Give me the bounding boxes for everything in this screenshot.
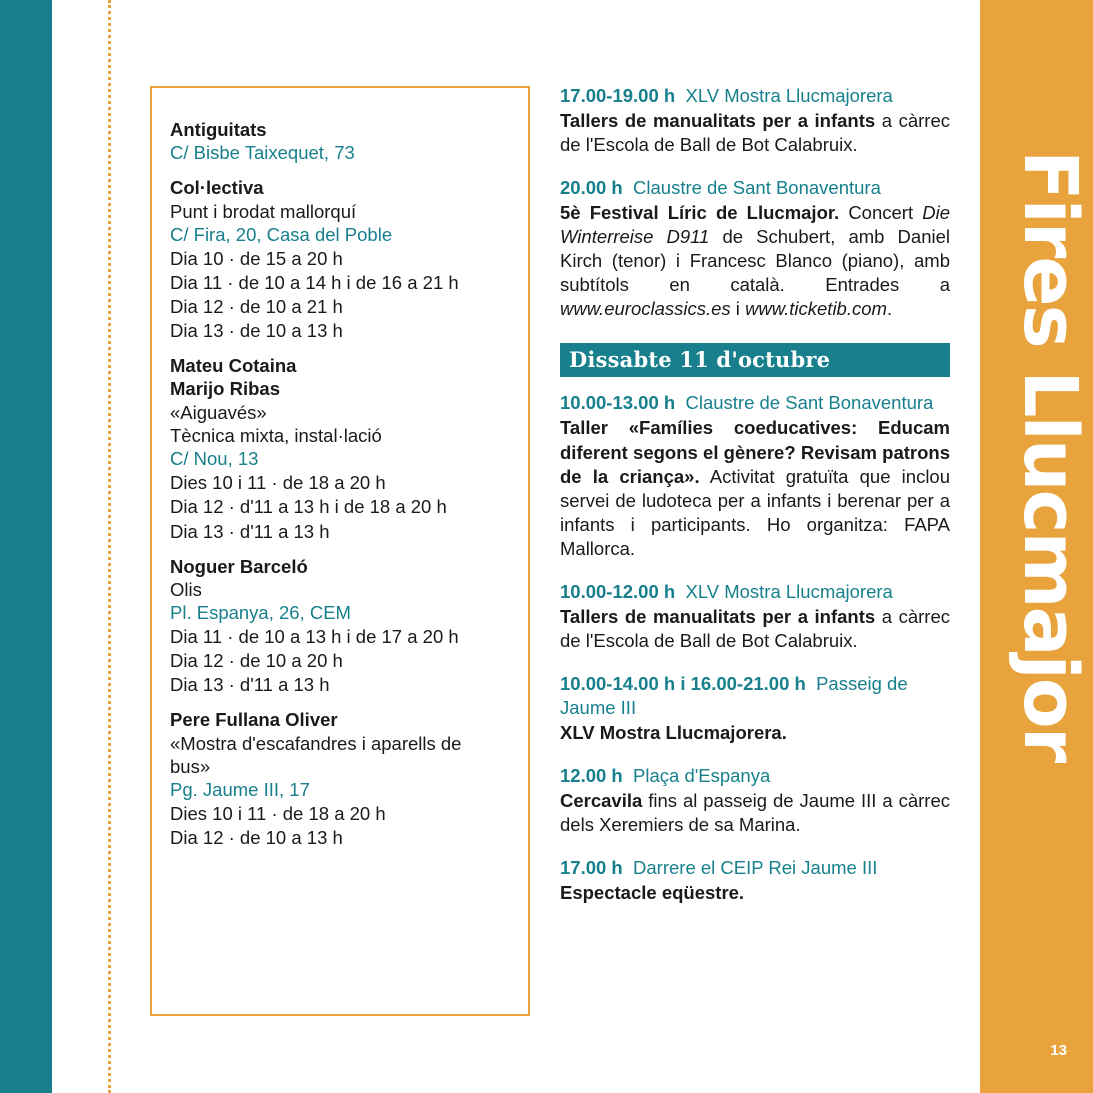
event-description-rest3: i [730,298,746,320]
event-description-rest: Activitat gratuïta que inclou servei de ludoteca per a infants i berenar per a infants i participants. Ho organitza: FAPA Mallorca. [560,465,951,559]
event-description-bold: Tallers de manualitats per a infants [560,110,876,132]
exhibition-subtitle: «Aiguavés» [170,401,267,423]
list-item [170,354,506,543]
list-item [560,580,950,653]
event-place: Darrere el CEIP Rei Jaume III [633,857,878,879]
exhibition-schedule-line: Dia 13 · d'11 a 13 h [170,674,330,696]
side-title: Fires Llucmajor [1007,150,1093,762]
event-description-rest: a càrrec de l'Escola de Ball de Bot Calabruix. [560,605,950,651]
event-description [560,789,950,837]
list-item [560,176,950,321]
exhibition-subtitle: «Mostra d'escafandres i aparells de bus» [170,732,462,777]
exhibition-subtitle: Olis [170,578,202,600]
exhibition-address: C/ Nou, 13 [170,448,259,470]
list-item [170,555,506,698]
list-item [560,856,950,905]
event-heading [560,764,950,788]
exhibition-schedule-line: Dia 13 · d'11 a 13 h [170,520,330,542]
page-number: 13 [1050,1042,1067,1059]
exhibition-schedule-line: Dia 12 · de 10 a 13 h [170,827,343,849]
exhibition-schedule-line: Dies 10 i 11 · de 18 a 20 h [170,803,386,825]
left-teal-edge [0,0,52,1093]
event-time: 17.00 h [560,857,623,879]
exhibition-schedule-line: Dia 10 · de 15 a 20 h [170,247,343,269]
event-heading [560,176,950,200]
exhibitions-box [150,86,530,1016]
event-description-italic: Die Winterreise D911 [560,202,950,248]
event-time: 12.00 h [560,765,623,787]
exhibition-schedule-line: Dia 11 · de 10 a 13 h i de 17 a 20 h [170,626,459,648]
event-time: 10.00-12.00 h [560,580,676,602]
event-description-rest: Concert [839,202,923,224]
program-column [560,84,950,924]
exhibition-address: C/ Bisbe Taixequet, 73 [170,142,355,164]
event-description [560,605,950,653]
list-item [170,708,506,850]
list-item [560,391,950,560]
event-time: 10.00-13.00 h [560,392,676,414]
event-description-bold: Taller «Famílies coeducatives: Educam diferent segons el gènere? Revisam patrons de la criança». [560,417,950,487]
event-time: 10.00-14.00 h i 16.00-21.00 h [560,672,806,694]
exhibition-schedule-line: Dia 11 · de 10 a 14 h i de 16 a 21 h [170,272,459,294]
event-description-rest4: . [886,298,893,320]
exhibition-name: Col·lectiva [170,177,264,199]
event-description-rest: a càrrec de l'Escola de Ball de Bot Calabruix. [560,110,950,156]
list-item [560,764,950,837]
list-item [170,118,506,165]
exhibition-name: Mateu Cotaina [170,355,297,377]
exhibition-name: Antiguitats [170,119,267,140]
event-time: 20.00 h [560,177,623,199]
event-description [560,201,950,321]
event-link-italic: www.euroclassics.es [560,298,731,320]
event-description-bold: XLV Mostra Llucmajorera. [560,721,787,743]
event-description-rest: fins al passeig de Jaume III a càrrec dels Xeremiers de sa Marina. [560,790,950,836]
exhibition-name: Noguer Barceló [170,555,308,577]
event-place: Claustre de Sant Bonaventura [633,177,881,199]
event-place: Plaça d'Espanya [633,765,771,787]
exhibition-address: Pg. Jaume III, 17 [170,779,310,801]
exhibition-schedule-line: Dia 12 · de 10 a 21 h [170,296,343,318]
exhibition-name-secondary: Marijo Ribas [170,378,280,400]
exhibition-name: Pere Fullana Oliver [170,709,338,731]
exhibition-subtitle: Punt i brodat mallorquí [170,200,357,222]
event-description-bold: 5è Festival Líric de Llucmajor. [560,202,840,224]
event-heading [560,580,950,604]
event-description-bold: Cercavila [560,790,643,812]
event-link-italic-2: www.ticketib.com [745,298,887,320]
event-heading [560,84,950,108]
event-description [560,416,950,560]
exhibition-schedule-line: Dia 13 · de 10 a 13 h [170,320,343,342]
event-description [560,721,950,745]
exhibitions-list [152,88,528,850]
list-item [170,176,506,343]
event-description-bold: Tallers de manualitats per a infants [560,605,876,627]
list-item [560,672,950,745]
event-place: Claustre de Sant Bonaventura [685,392,934,414]
event-place: Passeig de Jaume III [560,672,908,718]
event-description-bold: Espectacle eqüestre. [560,882,745,904]
dotted-divider [108,0,111,1093]
event-description [560,881,950,905]
exhibition-schedule-line: Dia 12 · d'11 a 13 h i de 18 a 20 h [170,496,447,518]
event-description-rest2: de Schubert, amb Daniel Kirch (tenor) i Francesc Blanco (piano), amb subtítols en català. Entrades a [560,226,950,296]
event-heading [560,672,950,720]
list-item [560,84,950,157]
event-heading [560,391,950,415]
event-place: XLV Mostra Llucmajorera [685,580,893,602]
exhibition-subtitle-secondary: Tècnica mixta, instal·lació [170,425,382,447]
event-time: 17.00-19.00 h [560,85,676,106]
day-heading: Dissabte 11 d'octubre [560,343,950,377]
event-description [560,109,950,157]
exhibition-schedule-line: Dia 12 · de 10 a 20 h [170,650,343,672]
event-heading [560,856,950,880]
exhibition-address: C/ Fira, 20, Casa del Poble [170,223,393,245]
exhibition-address: Pl. Espanya, 26, CEM [170,602,351,624]
exhibition-schedule-line: Dies 10 i 11 · de 18 a 20 h [170,472,386,494]
event-place: XLV Mostra Llucmajorera [685,85,893,106]
